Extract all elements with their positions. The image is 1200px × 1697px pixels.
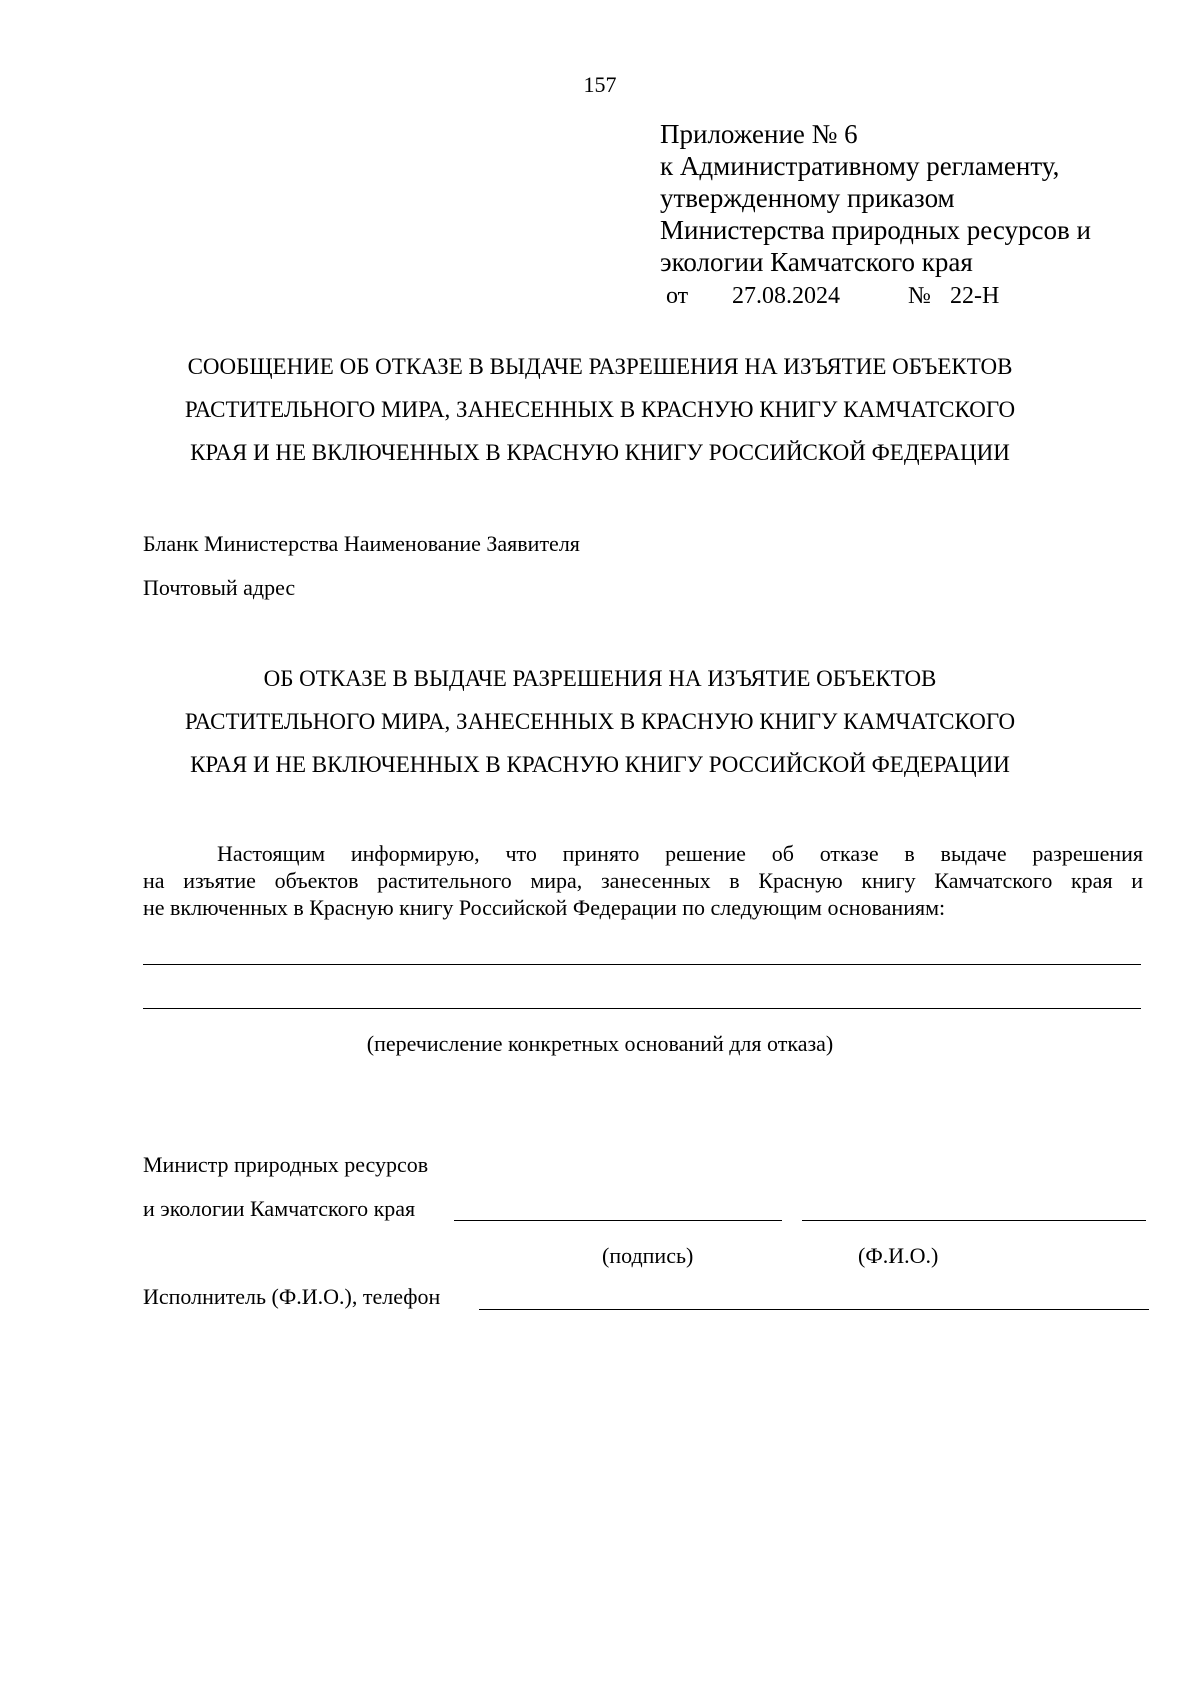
executor-fill-line[interactable]: [479, 1309, 1149, 1310]
number-label: №: [908, 283, 931, 309]
appendix-line: экологии Камчатского края: [660, 247, 973, 277]
reason-fill-line[interactable]: [143, 964, 1141, 965]
appendix-line: Министерства природных ресурсов и: [660, 215, 1091, 245]
document-title: [0, 345, 1200, 474]
signature-caption: (подпись): [602, 1243, 694, 1268]
blank-line: Бланк Министерства Наименование Заявителя: [143, 531, 580, 556]
name-caption: (Ф.И.О.): [858, 1243, 939, 1268]
title-line: СООБЩЕНИЕ ОБ ОТКАЗЕ В ВЫДАЧЕ РАЗРЕШЕНИЯ НА ИЗЪЯТИЕ ОБЪЕКТОВ: [187, 354, 1013, 379]
appendix-line: утвержденному приказом: [660, 183, 955, 213]
reason-fill-line[interactable]: [143, 1008, 1141, 1009]
order-date: 27.08.2024: [732, 283, 840, 309]
from-label: от: [666, 283, 689, 309]
title-line: РАСТИТЕЛЬНОГО МИРА, ЗАНЕСЕННЫХ В КРАСНУЮ КНИГУ КАМЧАТСКОГО: [184, 397, 1016, 422]
title-line: КРАЯ И НЕ ВКЛЮЧЕННЫХ В КРАСНУЮ КНИГУ РОССИЙСКОЙ ФЕДЕРАЦИИ: [190, 440, 1010, 465]
minister-position-line: Министр природных ресурсов: [143, 1152, 429, 1177]
body-paragraph: [143, 840, 1143, 921]
decision-title: [0, 657, 1200, 786]
signature-fill-line[interactable]: [454, 1220, 782, 1221]
appendix-line: Приложение № 6: [660, 119, 858, 149]
postal-address-label: Почтовый адрес: [143, 575, 296, 600]
reasons-caption: (перечисление конкретных оснований для отказа): [366, 1031, 834, 1056]
body-line: не включенных в Красную книгу Российской Федерации по следующим основаниям:: [143, 895, 946, 920]
decision-title-line: РАСТИТЕЛЬНОГО МИРА, ЗАНЕСЕННЫХ В КРАСНУЮ КНИГУ КАМЧАТСКОГО: [184, 709, 1016, 734]
decision-title-line: КРАЯ И НЕ ВКЛЮЧЕННЫХ В КРАСНУЮ КНИГУ РОССИЙСКОЙ ФЕДЕРАЦИИ: [190, 752, 1010, 777]
minister-position-line: и экологии Камчатского края: [143, 1196, 416, 1221]
order-date-number: [660, 278, 1091, 314]
body-line: на изъятие объектов растительного мира, занесенных в Красную книгу Камчатского края и: [143, 868, 1143, 893]
appendix-line: к Административному регламенту,: [660, 151, 1060, 181]
body-line: Настоящим информирую, что принято решение об отказе в выдаче разрешения: [217, 841, 1143, 866]
appendix-block: [660, 118, 1091, 314]
name-fill-line[interactable]: [802, 1220, 1146, 1221]
order-number: 22-Н: [950, 283, 1000, 309]
decision-title-line: ОБ ОТКАЗЕ В ВЫДАЧЕ РАЗРЕШЕНИЯ НА ИЗЪЯТИЕ ОБЪЕКТОВ: [263, 666, 937, 691]
executor-label: Исполнитель (Ф.И.О.), телефон: [143, 1284, 441, 1309]
page-number: 157: [583, 72, 617, 97]
